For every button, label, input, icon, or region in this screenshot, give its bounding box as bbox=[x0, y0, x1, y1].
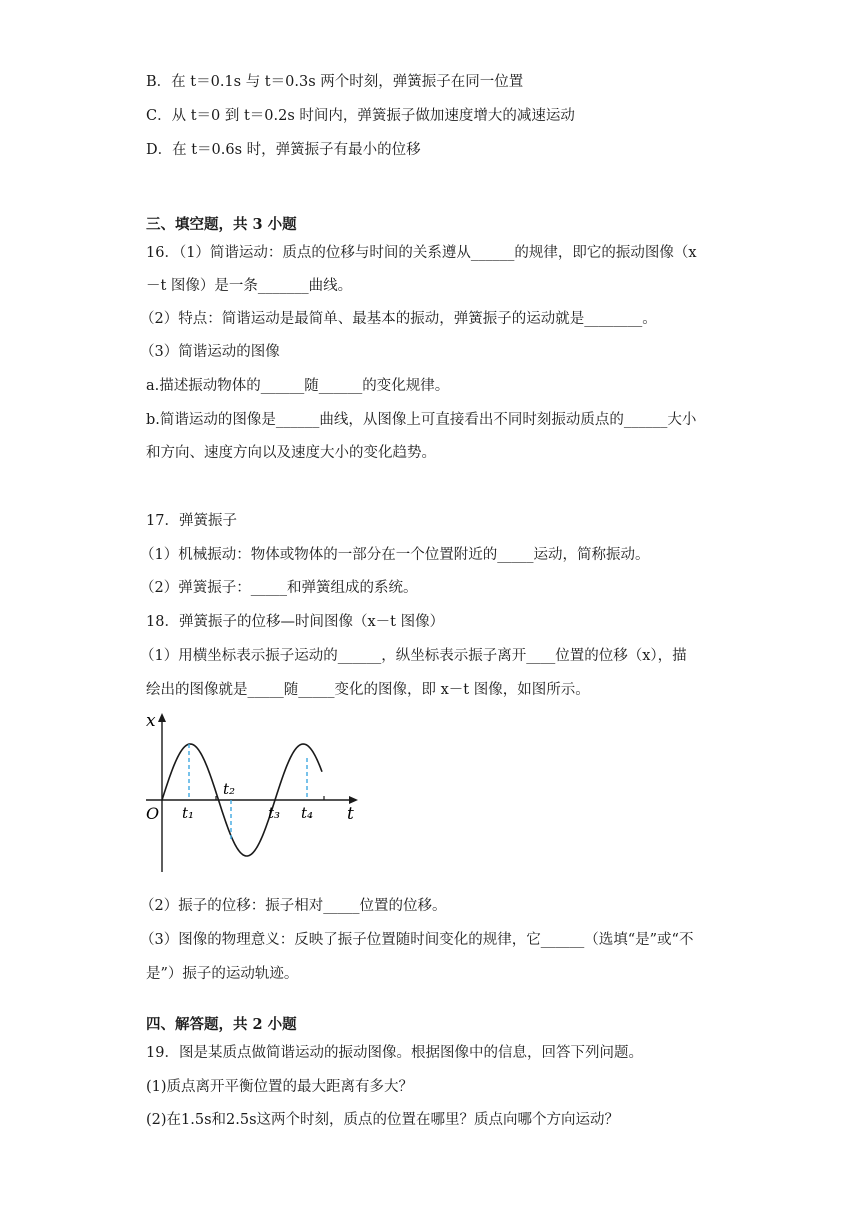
t4-label: t₄ bbox=[301, 804, 314, 822]
x-axis-label: t bbox=[347, 804, 354, 824]
q17-line2: （1）机械振动：物体或物体的一部分在一个位置附近的_____运动，简称振动。 bbox=[140, 547, 650, 563]
q19-line2: (1)质点离开平衡位置的最大距离有多大？ bbox=[146, 1079, 414, 1095]
t3-label: t₃ bbox=[268, 804, 281, 822]
q18-line4: （2）振子的位移：振子相对_____位置的位移。 bbox=[140, 898, 447, 914]
q18-line1: 18．弹簧振子的位移—时间图像（x－t 图像） bbox=[146, 614, 445, 630]
option-d: D．在 t＝0.6s 时，弹簧振子有最小的位移 bbox=[146, 142, 421, 158]
q18-line6: 是”）振子的运动轨迹。 bbox=[146, 966, 299, 982]
q19-line3: (2)在1.5s和2.5s这两个时刻，质点的位置在哪里？质点向哪个方向运动？ bbox=[146, 1112, 620, 1128]
q16-line3: （2）特点：简谐运动是最简单、最基本的振动，弹簧振子的运动就是________。 bbox=[140, 311, 657, 327]
q16-line1: 16．（1）简谐运动：质点的位移与时间的关系遵从______的规律，即它的振动图像（x bbox=[146, 245, 697, 261]
q18-line3: 绘出的图像就是_____随_____变化的图像，即 x－t 图像，如图所示。 bbox=[146, 682, 590, 698]
q16-line4: （3）简谐运动的图像 bbox=[140, 344, 280, 360]
section-heading-answer: 四、解答题，共 2 小题 bbox=[146, 1016, 297, 1033]
q16-line2: －t 图像）是一条_______曲线。 bbox=[146, 278, 353, 294]
origin-label: O bbox=[146, 804, 160, 823]
t2-label: t₂ bbox=[223, 780, 236, 798]
displacement-time-graph bbox=[144, 710, 364, 880]
t1-label: t₁ bbox=[182, 804, 195, 822]
q16-line7: 和方向、速度方向以及速度大小的变化趋势。 bbox=[146, 445, 436, 461]
y-axis-label: x bbox=[146, 711, 156, 731]
q16-line5: a.描述振动物体的______随______的变化规律。 bbox=[146, 378, 450, 394]
q17-line3: （2）弹簧振子：_____和弹簧组成的系统。 bbox=[140, 580, 418, 596]
x-axis-arrow-icon bbox=[349, 796, 358, 804]
q19-line1: 19．图是某质点做简谐运动的振动图像。根据图像中的信息，回答下列问题。 bbox=[146, 1045, 643, 1061]
option-c: C．从 t＝0 到 t＝0.2s 时间内，弹簧振子做加速度增大的减速运动 bbox=[146, 108, 575, 124]
option-b: B．在 t＝0.1s 与 t＝0.3s 两个时刻，弹簧振子在同一位置 bbox=[146, 74, 524, 90]
q18-line2: （1）用横坐标表示振子运动的______，纵坐标表示振子离开____位置的位移（x），描 bbox=[140, 648, 687, 664]
q18-line5: （3）图像的物理意义：反映了振子位置随时间变化的规律，它______（选填“是”或“不 bbox=[140, 932, 694, 948]
y-axis-arrow-icon bbox=[158, 713, 166, 722]
q17-line1: 17．弹簧振子 bbox=[146, 513, 237, 529]
q16-line6: b.简谐运动的图像是______曲线，从图像上可直接看出不同时刻振动质点的______大小 bbox=[146, 412, 697, 428]
section-heading-fill-in: 三、填空题，共 3 小题 bbox=[146, 216, 297, 233]
